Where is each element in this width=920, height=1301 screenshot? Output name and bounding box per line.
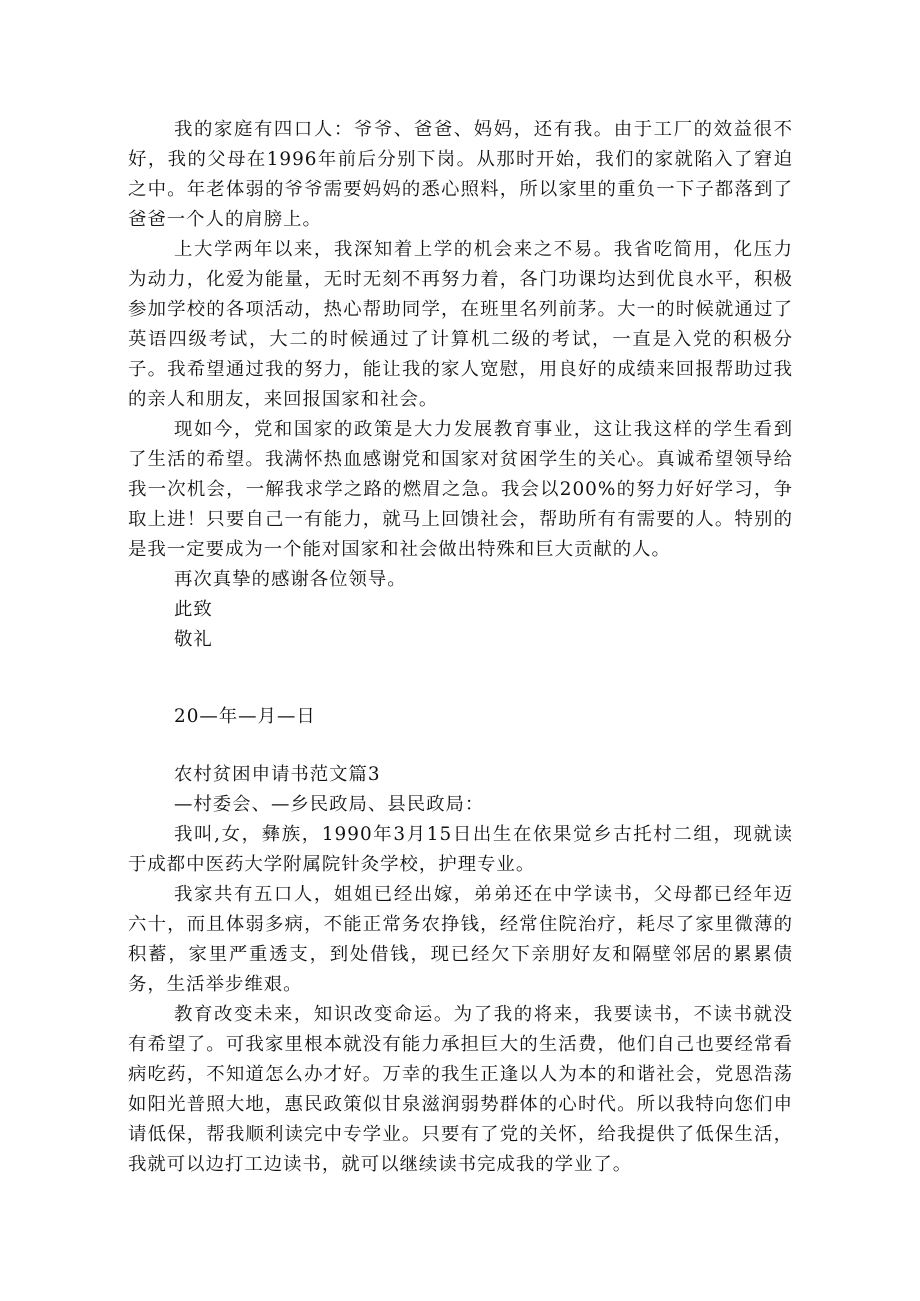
letter-body-part1: [128, 115, 793, 655]
paragraph-hardship: 我家共有五口人，姐姐已经出嫁，弟弟还在中学读书，父母都已经年迈六十，而且体弱多病，不能正常务农挣钱，经常住院治疗，耗尽了家里微薄的积蓄，家里严重透支，到处借钱，现已经欠下亲朋好友和隔壁邻居的累累债务，生活举步维艰。: [128, 884, 793, 995]
paragraph-intro: 我叫,女，彝族，1990年3月15日出生在依果觉乡古托村二组，现就读于成都中医药大学附属院针灸学校，护理专业。: [128, 824, 793, 875]
thanks-line: 再次真挚的感谢各位领导。: [174, 569, 407, 590]
paragraph-request: 教育改变未来，知识改变命运。为了我的将来，我要读书，不读书就没有希望了。可我家里根本就没有能力承担巨大的生活费，他们自己也要经常看病吃药，不知道怎么办才好。万幸的我生正逢以人为本的和谐社会，党恩浩荡如阳光普照大地，惠民政策似甘泉滋润弱势群体的心时代。所以我特向您们申请低保，帮我顺利读完中专学业。只要有了党的关怀，给我提供了低保生活，我就可以边打工边读书，就可以继续读书完成我的学业了。: [128, 1004, 793, 1175]
paragraph-family: 我的家庭有四口人：爷爷、爸爸、妈妈，还有我。由于工厂的效益很不好，我的父母在1996年前后分别下岗。从那时开始，我们的家就陷入了窘迫之中。年老体弱的爷爷需要妈妈的悉心照料，所以家里的重负一下子都落到了爸爸一个人的肩膀上。: [128, 119, 793, 230]
date-line: 20—年—月—日: [174, 706, 316, 727]
letter-body-part2: [128, 760, 793, 1180]
closing-line-1: 此致: [174, 599, 213, 620]
closing-line-2: 敬礼: [174, 629, 213, 650]
salutation-line: —村委会、—乡民政局、县民政局：: [174, 794, 485, 815]
date-block: [128, 702, 793, 732]
paragraph-policy: 现如今，党和国家的政策是大力发展教育事业，这让我这样的学生看到了生活的希望。我满怀热血感谢党和国家对贫困学生的关心。真诚希望领导给我一次机会，一解我求学之路的燃眉之急。我会以200%的努力好好学习，争取上进！只要自己一有能力，就马上回馈社会，帮助所有有需要的人。特别的是我一定要成为一个能对国家和社会做出特殊和巨大贡献的人。: [128, 419, 793, 560]
paragraph-study: 上大学两年以来，我深知着上学的机会来之不易。我省吃简用，化压力为动力，化爱为能量，无时无刻不再努力着，各门功课均达到优良水平，积极参加学校的各项活动，热心帮助同学，在班里名列前茅。大一的时候就通过了英语四级考试，大二的时候通过了计算机二级的考试，一直是入党的积极分子。我希望通过我的努力，能让我的家人宽慰，用良好的成绩来回报帮助过我的亲人和朋友，来回报国家和社会。: [128, 239, 793, 410]
section-heading: 农村贫困申请书范文篇3: [174, 764, 381, 785]
